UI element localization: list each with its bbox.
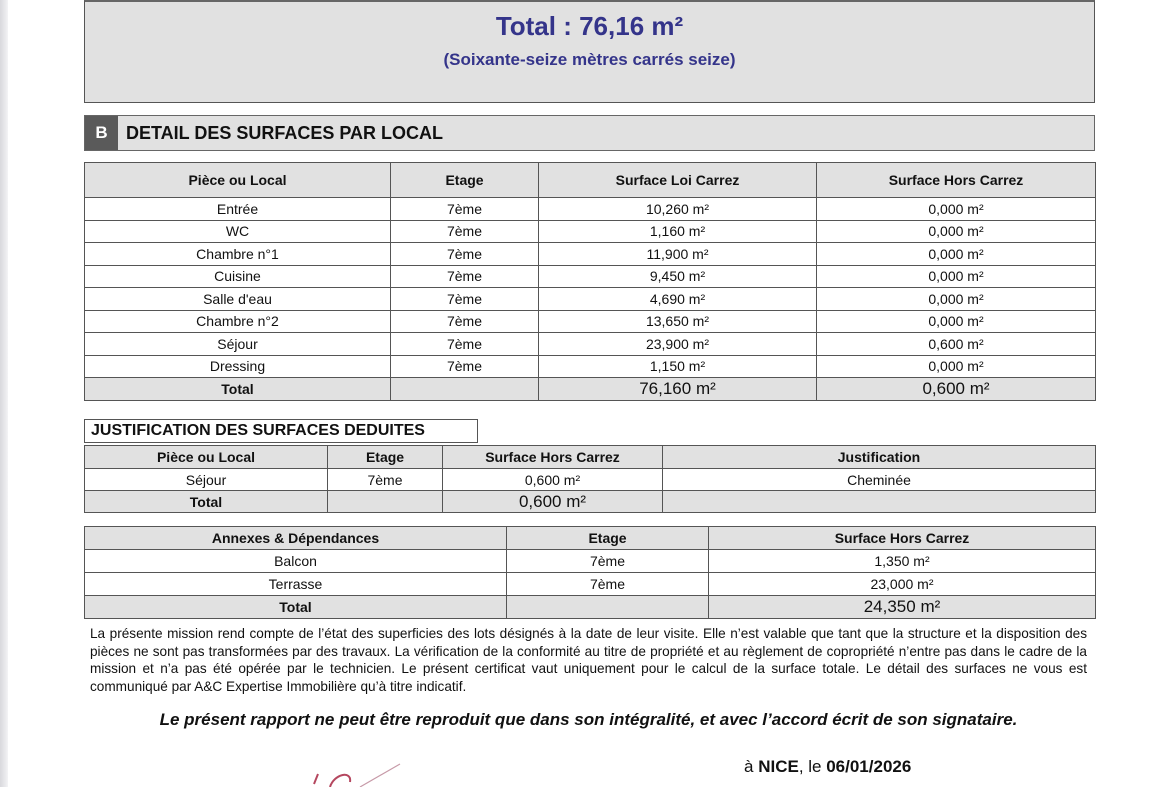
column-header: Etage [391, 163, 539, 198]
cell-carrez: 23,900 m² [539, 333, 817, 356]
total-floor [507, 596, 709, 619]
place-and-date [744, 757, 911, 777]
cell-carrez: 13,650 m² [539, 310, 817, 333]
cell-floor: 7ème [391, 220, 539, 243]
cell-hors-carrez: 0,000 m² [817, 355, 1096, 378]
city: NICE [758, 757, 799, 776]
table-row [85, 243, 1096, 266]
cell-room: Cuisine [85, 265, 391, 288]
cell-floor: 7ème [391, 310, 539, 333]
total-row [85, 491, 1096, 513]
cell-hors-carrez: 0,000 m² [817, 310, 1096, 333]
cell-floor: 7ème [391, 243, 539, 266]
total-floor [328, 491, 443, 513]
cell-floor: 7ème [391, 333, 539, 356]
column-header: Etage [328, 446, 443, 469]
cell-hors-carrez: 0,000 m² [817, 198, 1096, 221]
total-surface-words: (Soixante-seize mètres carrés seize) [443, 50, 736, 69]
justification-table [84, 445, 1096, 513]
cell-annex: Balcon [85, 550, 507, 573]
cell-room: Chambre n°1 [85, 243, 391, 266]
cell-hors-carrez: 23,000 m² [709, 573, 1096, 596]
total-label: Total [85, 596, 507, 619]
cell-room: Chambre n°2 [85, 310, 391, 333]
total-surface: Total : 76,16 m² [495, 11, 684, 41]
cell-room: Entrée [85, 198, 391, 221]
cell-hors-carrez: 0,600 m² [443, 469, 663, 491]
total-summary-box [84, 0, 1095, 103]
section-title: DETAIL DES SURFACES PAR LOCAL [126, 122, 444, 143]
cell-hors-carrez: 0,600 m² [817, 333, 1096, 356]
cell-annex: Terrasse [85, 573, 507, 596]
cell-hors-carrez: 0,000 m² [817, 243, 1096, 266]
table-row [85, 198, 1096, 221]
cell-room: Séjour [85, 469, 328, 491]
cell-carrez: 11,900 m² [539, 243, 817, 266]
cell-floor: 7ème [391, 265, 539, 288]
cell-floor: 7ème [391, 288, 539, 311]
table-row [85, 310, 1096, 333]
cell-carrez: 1,160 m² [539, 220, 817, 243]
cell-floor: 7ème [328, 469, 443, 491]
column-header: Surface Hors Carrez [817, 163, 1096, 198]
total-row [85, 378, 1096, 401]
table-row [85, 469, 1096, 491]
cell-justification: Cheminée [663, 469, 1096, 491]
total-hors-carrez: 0,600 m² [443, 491, 663, 513]
place-prefix: à [744, 757, 759, 776]
cell-hors-carrez: 0,000 m² [817, 288, 1096, 311]
place-middle: , le [798, 757, 827, 776]
cell-floor: 7ème [391, 355, 539, 378]
detail-surfaces-table [84, 162, 1096, 401]
table-row [85, 220, 1096, 243]
cell-carrez: 1,150 m² [539, 355, 817, 378]
cell-room: Dressing [85, 355, 391, 378]
column-header: Surface Loi Carrez [539, 163, 817, 198]
table-header-row [85, 527, 1096, 550]
table-header-row [85, 163, 1096, 198]
table-row [85, 573, 1096, 596]
cell-floor: 7ème [391, 198, 539, 221]
disclaimer-text: La présente mission rend compte de l’état des superficies des lots désignés à la date de leur visite. Elle n’est valable que tant que la structure et la disposition des pièces ne sont pas transformées par des travaux. La vérification de la conformité au titre de propriété et au règlement de copropriété n’entre pas dans le cadre de la mission et n’a pas été opérée par le technicien. Le présent certificat vaut uniquement pour le calcul de la surface totale. Le détail des surfaces ne vous est communiqué par A&C Expertise Immobilière qu’à titre indicatif. [90, 626, 1087, 694]
column-header: Annexes & Dépendances [85, 527, 507, 550]
total-floor [391, 378, 539, 401]
total-hors-carrez: 0,600 m² [817, 378, 1096, 401]
section-header-b [84, 115, 1095, 151]
section-letter: B [85, 116, 118, 150]
cell-room: Séjour [85, 333, 391, 356]
column-header: Surface Hors Carrez [709, 527, 1096, 550]
column-header: Pièce ou Local [85, 163, 391, 198]
total-carrez: 76,160 m² [539, 378, 817, 401]
column-header: Pièce ou Local [85, 446, 328, 469]
cell-hors-carrez: 1,350 m² [709, 550, 1096, 573]
cell-room: WC [85, 220, 391, 243]
page-edge [0, 0, 8, 787]
column-header: Justification [663, 446, 1096, 469]
reproduction-notice: Le présent rapport ne peut être reproduit que dans son intégralité, et avec l’accord écrit de son signataire. [159, 710, 1018, 729]
cell-room: Salle d'eau [85, 288, 391, 311]
table-row [85, 288, 1096, 311]
table-row [85, 333, 1096, 356]
signature-stroke [300, 760, 410, 787]
total-row [85, 596, 1096, 619]
table-row [85, 265, 1096, 288]
cell-hors-carrez: 0,000 m² [817, 265, 1096, 288]
cell-carrez: 9,450 m² [539, 265, 817, 288]
column-header: Surface Hors Carrez [443, 446, 663, 469]
justification-title: JUSTIFICATION DES SURFACES DEDUITES [84, 419, 478, 443]
cell-floor: 7ème [507, 573, 709, 596]
annexes-table [84, 526, 1096, 619]
cell-carrez: 10,260 m² [539, 198, 817, 221]
total-hors-carrez: 24,350 m² [709, 596, 1096, 619]
table-header-row [85, 446, 1096, 469]
table-row [85, 550, 1096, 573]
total-label: Total [85, 491, 328, 513]
cell-carrez: 4,690 m² [539, 288, 817, 311]
total-justification [663, 491, 1096, 513]
total-label: Total [85, 378, 391, 401]
cell-hors-carrez: 0,000 m² [817, 220, 1096, 243]
cell-floor: 7ème [507, 550, 709, 573]
table-row [85, 355, 1096, 378]
date: 06/01/2026 [826, 757, 912, 776]
column-header: Etage [507, 527, 709, 550]
